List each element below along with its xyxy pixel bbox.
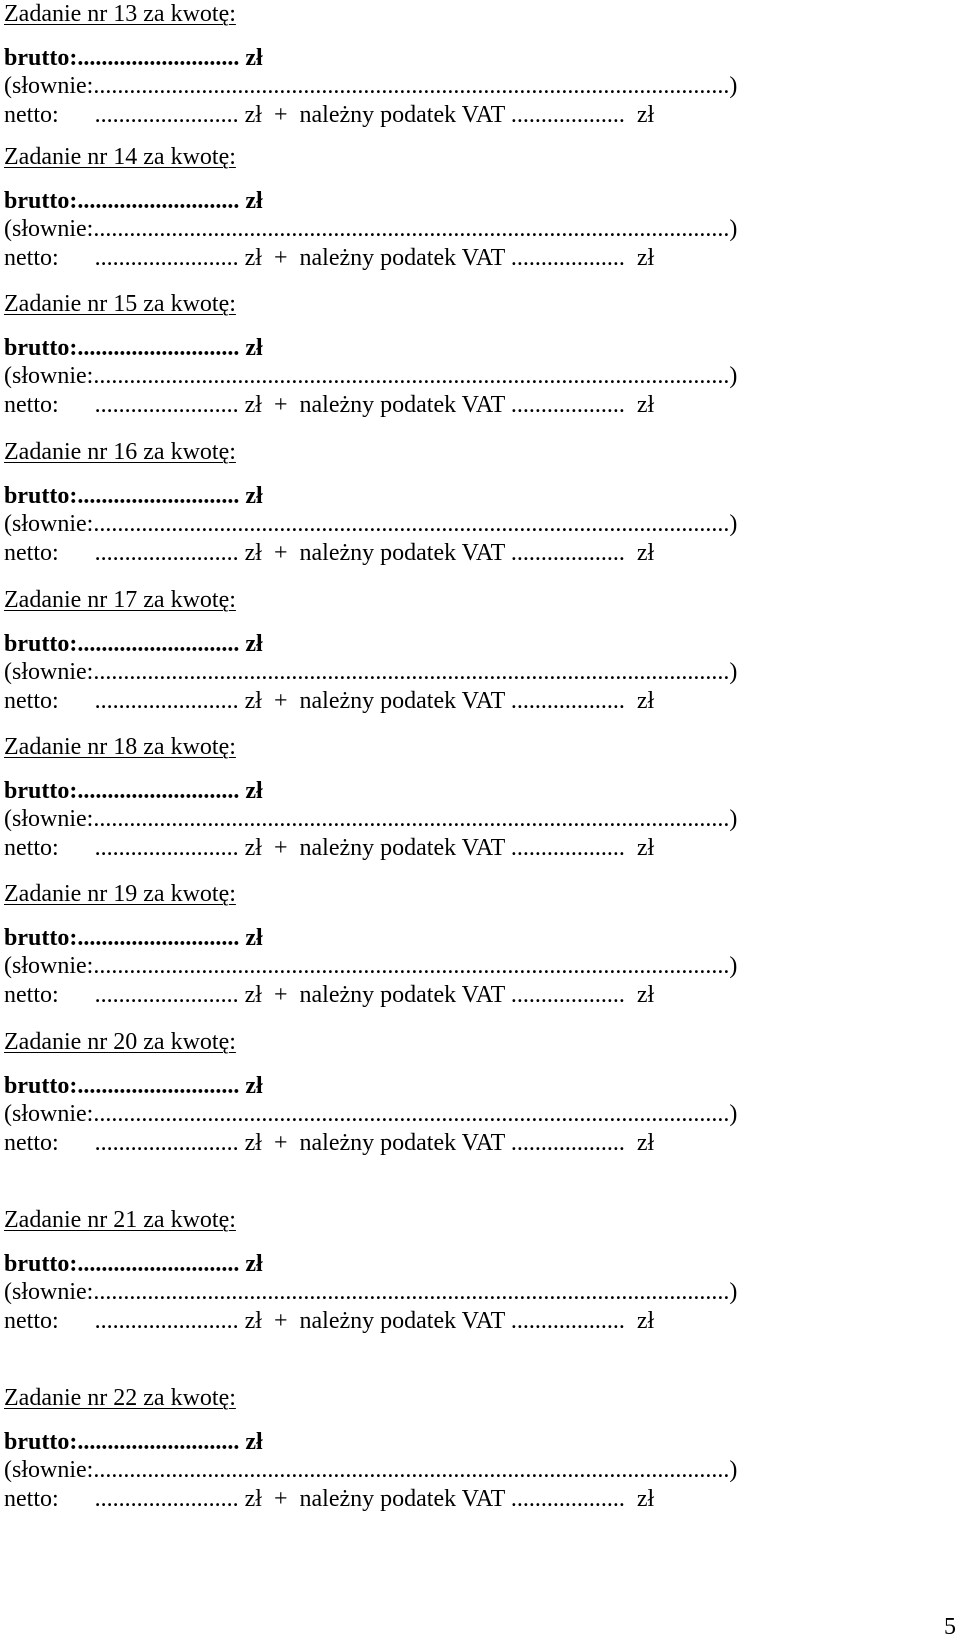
task-heading: Zadanie nr 17 za kwotę: [4, 587, 236, 613]
brutto-line: brutto:........................... zł [4, 1073, 263, 1099]
task-heading: Zadanie nr 19 za kwotę: [4, 881, 236, 907]
task-heading: Zadanie nr 13 za kwotę: [4, 1, 236, 27]
brutto-line: brutto:........................... zł [4, 1251, 263, 1277]
netto-line: netto: ........................ zł + należny podatek VAT ................... zł [4, 245, 655, 271]
slownie-line: (słownie:..........................................................................................................) [4, 363, 738, 389]
task-heading: Zadanie nr 21 za kwotę: [4, 1207, 236, 1233]
netto-line: netto: ........................ zł + należny podatek VAT ................... zł [4, 392, 655, 418]
netto-line: netto: ........................ zł + należny podatek VAT ................... zł [4, 540, 655, 566]
netto-line: netto: ........................ zł + należny podatek VAT ................... zł [4, 1130, 655, 1156]
brutto-line: brutto:........................... zł [4, 778, 263, 804]
slownie-line: (słownie:..........................................................................................................) [4, 806, 738, 832]
slownie-line: (słownie:..........................................................................................................) [4, 659, 738, 685]
netto-line: netto: ........................ zł + należny podatek VAT ................... zł [4, 1308, 655, 1334]
brutto-line: brutto:........................... zł [4, 483, 263, 509]
slownie-line: (słownie:..........................................................................................................) [4, 1457, 738, 1483]
task-heading: Zadanie nr 18 za kwotę: [4, 734, 236, 760]
slownie-line: (słownie:..........................................................................................................) [4, 1279, 738, 1305]
brutto-line: brutto:........................... zł [4, 188, 263, 214]
netto-line: netto: ........................ zł + należny podatek VAT ................... zł [4, 102, 655, 128]
slownie-line: (słownie:..........................................................................................................) [4, 73, 738, 99]
page-number: 5 [944, 1614, 956, 1640]
netto-line: netto: ........................ zł + należny podatek VAT ................... zł [4, 1486, 655, 1512]
slownie-line: (słownie:..........................................................................................................) [4, 511, 738, 537]
task-heading: Zadanie nr 15 za kwotę: [4, 291, 236, 317]
brutto-line: brutto:........................... zł [4, 1429, 263, 1455]
task-heading: Zadanie nr 14 za kwotę: [4, 144, 236, 170]
task-heading: Zadanie nr 16 za kwotę: [4, 439, 236, 465]
netto-line: netto: ........................ zł + należny podatek VAT ................... zł [4, 688, 655, 714]
slownie-line: (słownie:..........................................................................................................) [4, 1101, 738, 1127]
task-heading: Zadanie nr 20 za kwotę: [4, 1029, 236, 1055]
slownie-line: (słownie:..........................................................................................................) [4, 216, 738, 242]
brutto-line: brutto:........................... zł [4, 45, 263, 71]
brutto-line: brutto:........................... zł [4, 631, 263, 657]
netto-line: netto: ........................ zł + należny podatek VAT ................... zł [4, 982, 655, 1008]
slownie-line: (słownie:..........................................................................................................) [4, 953, 738, 979]
task-heading: Zadanie nr 22 za kwotę: [4, 1385, 236, 1411]
brutto-line: brutto:........................... zł [4, 925, 263, 951]
netto-line: netto: ........................ zł + należny podatek VAT ................... zł [4, 835, 655, 861]
brutto-line: brutto:........................... zł [4, 335, 263, 361]
